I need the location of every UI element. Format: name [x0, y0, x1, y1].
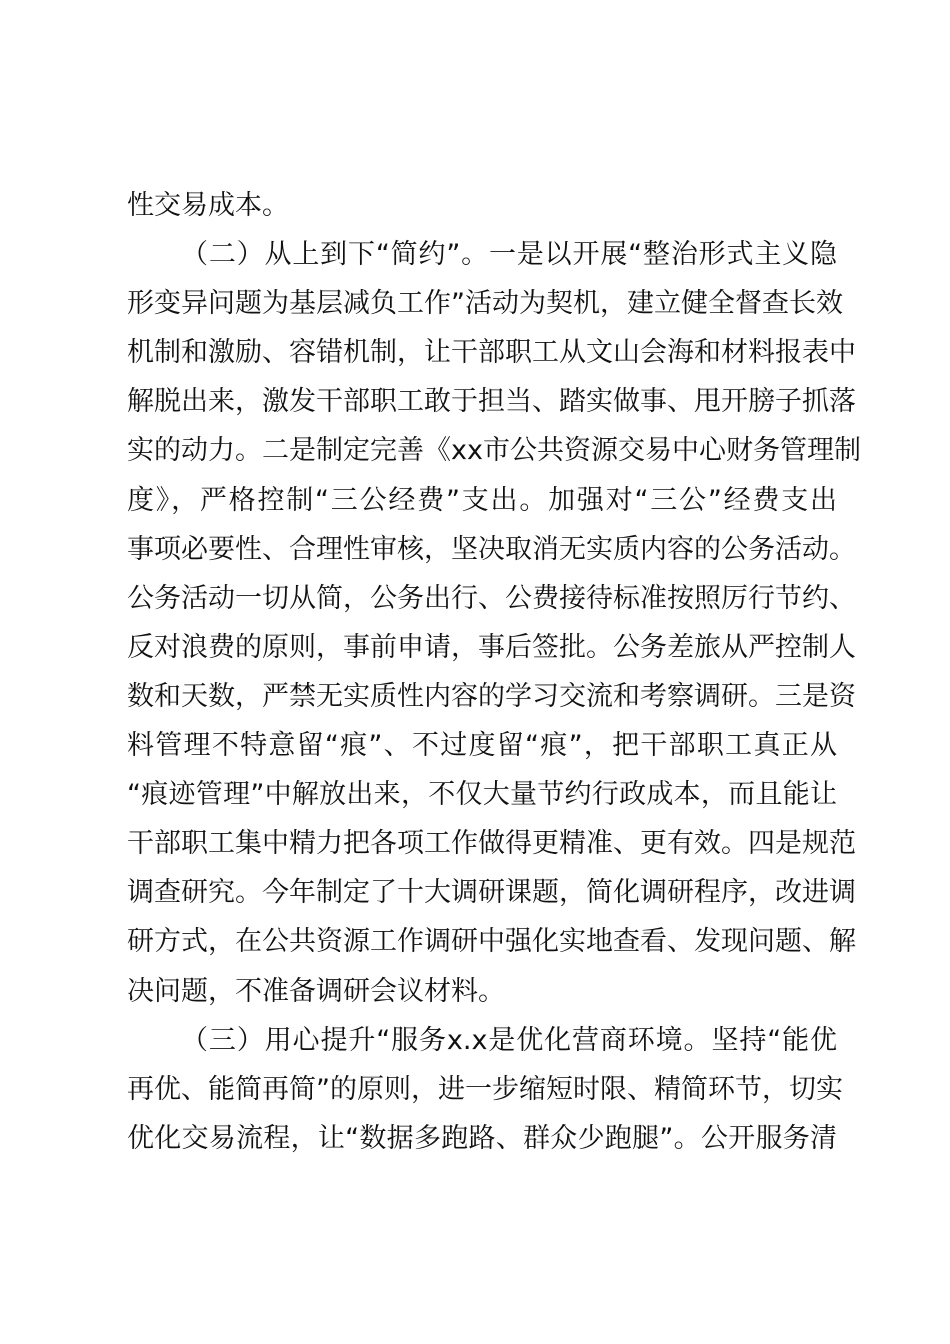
text-line: “痕迹管理”中解放出来，不仅大量节约行政成本，而且能让 [127, 779, 837, 811]
text-line: 公务活动一切从简，公务出行、公费接待标准按照厉行节约、 [127, 582, 856, 614]
text-line: 解脱出来，激发干部职工敢于担当、踏实做事、甩开膀子抓落 [127, 386, 856, 418]
text-line: 料管理不特意留“痕”、不过度留“痕”，把干部职工真正从 [127, 730, 837, 762]
text-line: 反对浪费的原则，事前申请，事后签批。公务差旅从严控制人 [127, 631, 856, 663]
text-line: 干部职工集中精力把各项工作做得更精准、更有效。四是规范 [127, 828, 856, 860]
text-line: 数和天数，严禁无实质性内容的学习交流和考察调研。三是资 [127, 680, 856, 712]
text-line: 形变异问题为基层减负工作”活动为契机，建立健全督查长效 [127, 288, 843, 320]
text-line: 决问题，不准备调研会议材料。 [127, 975, 505, 1007]
text-line: 优化交易流程，让“数据多跑路、群众少跑腿”。公开服务清 [127, 1122, 837, 1154]
text-line: 事项必要性、合理性审核，坚决取消无实质内容的公务活动。 [127, 533, 856, 565]
text-line: （三）用心提升“服务x.x是优化营商环境。坚持“能优 [181, 1024, 837, 1056]
text-line: 研方式，在公共资源工作调研中强化实地查看、发现问题、解 [127, 926, 856, 958]
text-line: 调查研究。今年制定了十大调研课题，简化调研程序，改进调 [127, 877, 856, 909]
text-line: 度》，严格控制“三公经费”支出。加强对“三公”经费支出 [127, 484, 837, 516]
text-line: 实的动力。二是制定完善《xx市公共资源交易中心财务管理制 [127, 435, 861, 467]
body-text [127, 181, 861, 1163]
text-line: （二）从上到下“简约”。一是以开展“整治形式主义隐 [181, 239, 837, 271]
text-line: 再优、能简再简”的原则，进一步缩短时限、精简环节，切实 [127, 1073, 843, 1105]
text-line: 机制和激励、容错机制，让干部职工从文山会海和材料报表中 [127, 337, 856, 369]
text-line: 性交易成本。 [127, 190, 289, 221]
